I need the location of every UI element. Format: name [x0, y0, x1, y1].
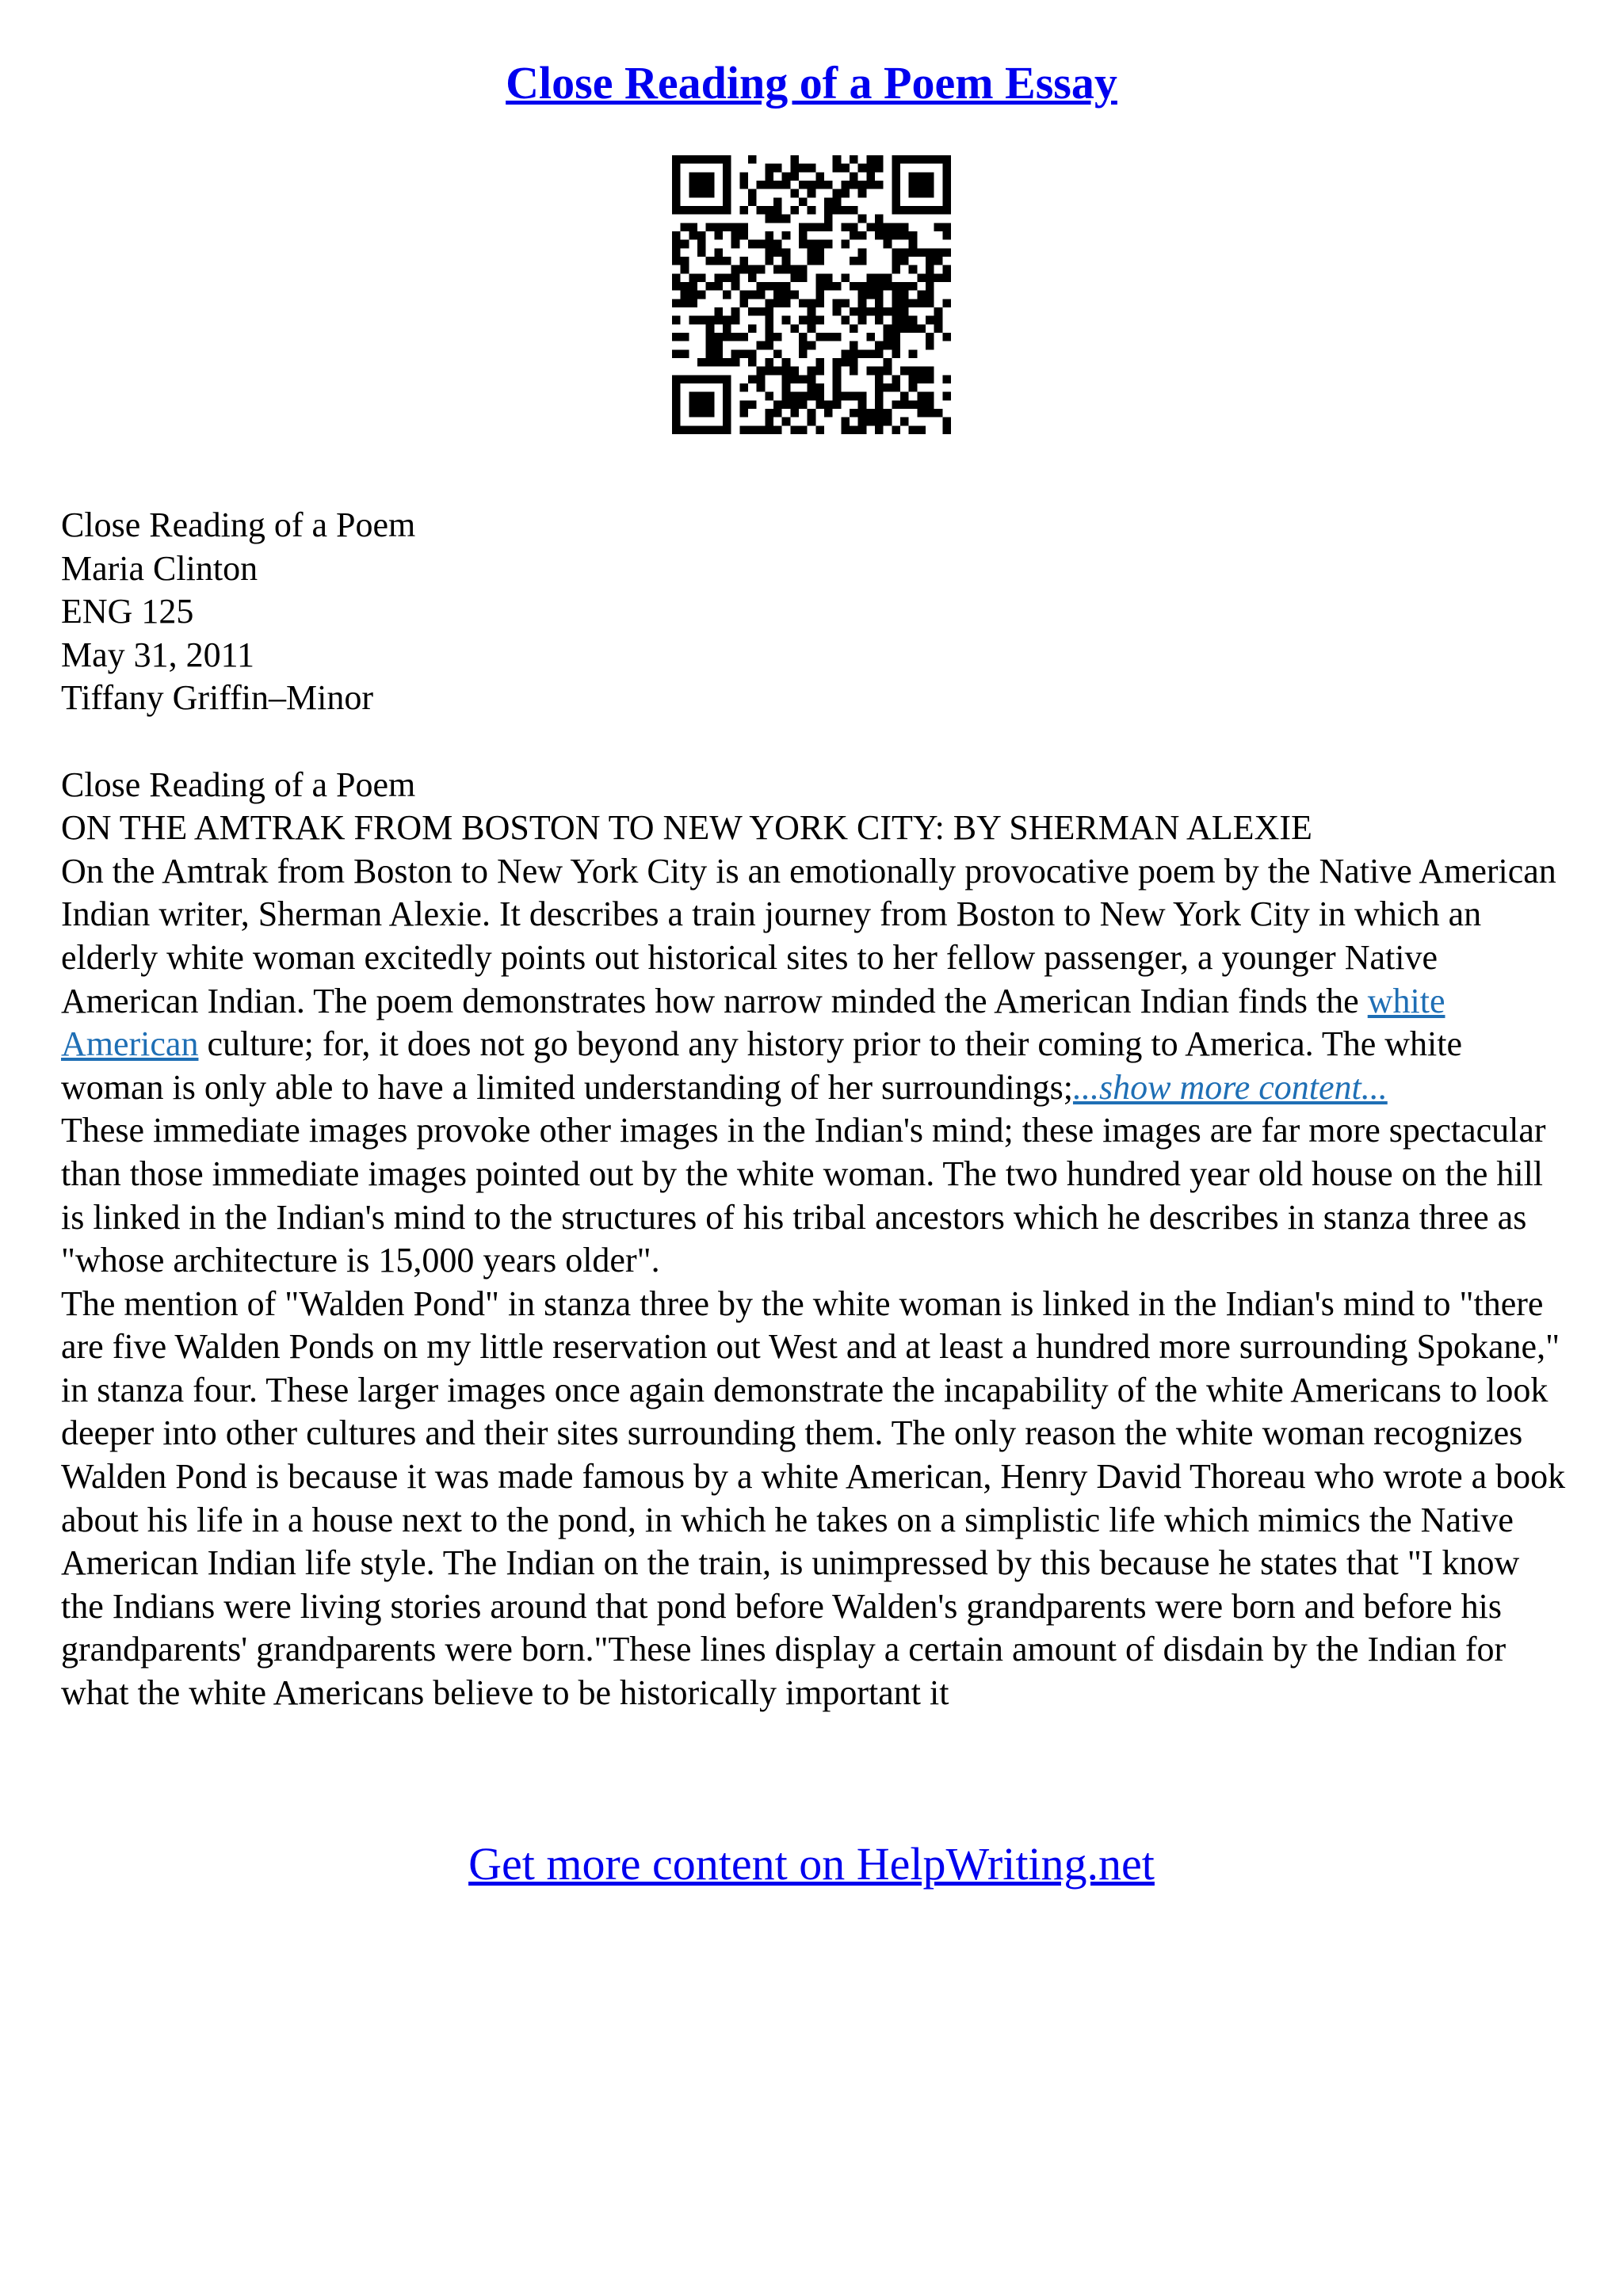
paragraph-2: These immediate images provoke other images in the Indian's mind; these images are far more spectacular than those immediate images pointed out by the white woman. The two hundred year old house on the hill is linked in the Indian's mind to the structures of his tribal ancestors which he describes in stanza three as "whose architecture is 15,000 years older". — [61, 1111, 1546, 1280]
meta-author: Maria Clinton — [61, 548, 258, 588]
essay-body — [61, 504, 1567, 1715]
meta-title: Close Reading of a Poem — [61, 505, 416, 544]
paragraph-1-start: On the Amtrak from Boston to New York City is an emotionally provocative poem by the Native American Indian writer, Sherman Alexie. It describes a train journey from Boston to New York City in which an elderly white woman excitedly points out historical sites to her fellow passenger, a younger Native American Indian. The poem demonstrates how narrow minded the American Indian finds the — [61, 851, 1556, 1020]
show-more-link[interactable]: ...show more content... — [1072, 1067, 1388, 1107]
qr-code — [672, 155, 951, 434]
essay-title-link[interactable]: Close Reading of a Poem Essay — [506, 57, 1117, 109]
qr-code-icon — [672, 155, 951, 434]
essay-heading: Close Reading of a Poem — [61, 765, 416, 804]
meta-date: May 31, 2011 — [61, 635, 255, 674]
meta-course: ENG 125 — [61, 592, 194, 631]
meta-instructor: Tiffany Griffin–Minor — [61, 678, 373, 718]
paragraph-3: The mention of "Walden Pond" in stanza three by the white woman is linked in the Indian's mind to "there are five Walden Ponds on my little reservation out West and at least a hundred more surrounding Spokane," in stanza four. These larger images once again demonstrate the incapability of the white Americans to look deeper into other cultures and their sites surrounding them. The only reason the white woman recognizes Walden Pond is because it was made famous by a white American, Henry David Thoreau who wrote a book about his life in a house next to the pond, in which he takes on a simplistic life which mimics the Native American Indian life style. The Indian on the train, is unimpressed by this because he states that "I know the Indians were living stories around that pond before Walden's grandparents were born and before his grandparents' grandparents were born."These lines display a certain amount of disdain by the Indian for what the white Americans believe to be historically important it — [61, 1283, 1566, 1713]
spacer — [61, 720, 1567, 764]
paragraph-1-end: culture; for, it does not go beyond any history prior to their coming to America. The white woman is only able to have a limited understanding of her surroundings; — [61, 1024, 1462, 1107]
white-american-link[interactable]: white American — [61, 981, 1445, 1064]
poem-title: ON THE AMTRAK FROM BOSTON TO NEW YORK CITY: BY SHERMAN ALEXIE — [61, 808, 1312, 848]
paragraph-1 — [61, 850, 1567, 1110]
helpwriting-link[interactable]: Get more content on HelpWriting.net — [468, 1838, 1155, 1890]
